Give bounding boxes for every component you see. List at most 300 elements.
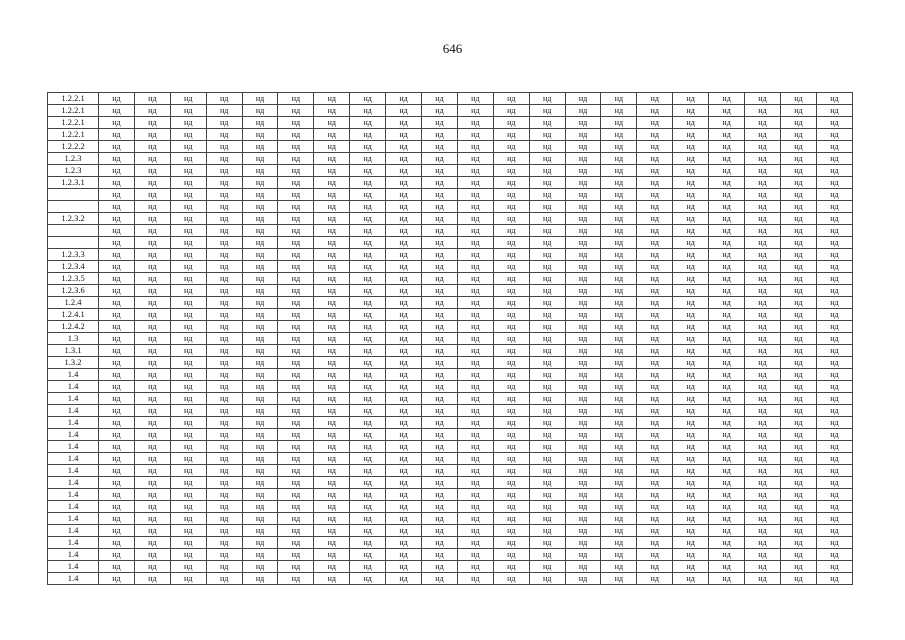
table-cell: нд	[493, 105, 529, 117]
table-cell: нд	[134, 441, 170, 453]
table-cell: нд	[637, 537, 673, 549]
table-cell: нд	[278, 441, 314, 453]
table-cell: нд	[816, 345, 852, 357]
row-code: 1.2.2.1	[48, 93, 99, 105]
table-cell: нд	[565, 405, 601, 417]
row-code: 1.4	[48, 465, 99, 477]
table-cell: нд	[816, 177, 852, 189]
table-cell: нд	[99, 393, 135, 405]
table-cell: нд	[206, 333, 242, 345]
table-cell: нд	[350, 297, 386, 309]
table-cell: нд	[242, 93, 278, 105]
table-cell: нд	[673, 381, 709, 393]
row-code: 1.2.3.1	[48, 177, 99, 189]
table-cell: нд	[278, 357, 314, 369]
table-cell: нд	[601, 465, 637, 477]
row-code	[48, 237, 99, 249]
table-cell: нд	[314, 513, 350, 525]
table-cell: нд	[457, 201, 493, 213]
table-cell: нд	[565, 333, 601, 345]
table-cell: нд	[601, 393, 637, 405]
table-cell: нд	[99, 177, 135, 189]
row-code: 1.2.2.2	[48, 141, 99, 153]
table-cell: нд	[493, 489, 529, 501]
table-cell: нд	[745, 333, 781, 345]
table-cell: нд	[565, 129, 601, 141]
table-cell: нд	[745, 189, 781, 201]
row-code	[48, 201, 99, 213]
table-cell: нд	[565, 153, 601, 165]
table-cell: нд	[170, 309, 206, 321]
table-cell: нд	[529, 489, 565, 501]
table-cell: нд	[314, 93, 350, 105]
table-cell: нд	[493, 237, 529, 249]
table-cell: нд	[386, 453, 422, 465]
table-row	[48, 441, 853, 453]
table-cell: нд	[386, 429, 422, 441]
table-cell: нд	[745, 261, 781, 273]
table-cell: нд	[529, 153, 565, 165]
table-cell: нд	[457, 549, 493, 561]
table-cell: нд	[529, 273, 565, 285]
table-cell: нд	[457, 381, 493, 393]
table-cell: нд	[134, 117, 170, 129]
table-cell: нд	[745, 477, 781, 489]
table-row	[48, 213, 853, 225]
table-row	[48, 561, 853, 573]
table-cell: нд	[529, 393, 565, 405]
table-cell: нд	[350, 261, 386, 273]
table-cell: нд	[780, 297, 816, 309]
table-cell: нд	[709, 405, 745, 417]
table-cell: нд	[745, 465, 781, 477]
row-code: 1.2.2.1	[48, 117, 99, 129]
table-cell: нд	[816, 393, 852, 405]
table-cell: нд	[386, 441, 422, 453]
table-cell: нд	[673, 465, 709, 477]
table-cell: нд	[206, 561, 242, 573]
table-cell: нд	[99, 129, 135, 141]
table-cell: нд	[673, 129, 709, 141]
table-row	[48, 117, 853, 129]
table-cell: нд	[457, 489, 493, 501]
table-cell: нд	[278, 417, 314, 429]
table-cell: нд	[673, 369, 709, 381]
table-cell: нд	[99, 405, 135, 417]
table-cell: нд	[673, 297, 709, 309]
table-cell: нд	[386, 369, 422, 381]
table-cell: нд	[780, 417, 816, 429]
table-cell: нд	[314, 249, 350, 261]
table-cell: нд	[278, 321, 314, 333]
table-cell: нд	[422, 513, 458, 525]
table-cell: нд	[745, 273, 781, 285]
table-cell: нд	[565, 489, 601, 501]
table-cell: нд	[709, 309, 745, 321]
table-cell: нд	[709, 561, 745, 573]
table-cell: нд	[637, 117, 673, 129]
table-cell: нд	[565, 369, 601, 381]
table-cell: нд	[99, 501, 135, 513]
table-cell: нд	[386, 189, 422, 201]
table-cell: нд	[565, 105, 601, 117]
table-cell: нд	[780, 201, 816, 213]
table-cell: нд	[457, 525, 493, 537]
table-cell: нд	[601, 537, 637, 549]
table-cell: нд	[99, 153, 135, 165]
table-cell: нд	[350, 117, 386, 129]
row-code: 1.4	[48, 441, 99, 453]
table-cell: нд	[278, 93, 314, 105]
table-cell: нд	[565, 189, 601, 201]
table-row	[48, 393, 853, 405]
table-cell: нд	[386, 393, 422, 405]
table-cell: нд	[278, 513, 314, 525]
table-cell: нд	[673, 105, 709, 117]
table-cell: нд	[314, 405, 350, 417]
table-cell: нд	[457, 141, 493, 153]
table-cell: нд	[386, 549, 422, 561]
table-cell: нд	[134, 513, 170, 525]
table-cell: нд	[565, 117, 601, 129]
table-cell: нд	[529, 501, 565, 513]
table-cell: нд	[601, 309, 637, 321]
table-cell: нд	[709, 237, 745, 249]
table-cell: нд	[350, 201, 386, 213]
table-cell: нд	[206, 465, 242, 477]
table-cell: нд	[206, 321, 242, 333]
table-cell: нд	[565, 453, 601, 465]
table-cell: нд	[745, 369, 781, 381]
table-cell: нд	[278, 549, 314, 561]
table-cell: нд	[350, 417, 386, 429]
table-row	[48, 285, 853, 297]
row-code: 1.2.3	[48, 153, 99, 165]
table-cell: нд	[637, 201, 673, 213]
table-cell: нд	[350, 93, 386, 105]
table-cell: нд	[314, 429, 350, 441]
table-cell: нд	[637, 345, 673, 357]
table-cell: нд	[709, 189, 745, 201]
table-cell: нд	[134, 153, 170, 165]
table-cell: нд	[170, 177, 206, 189]
table-cell: нд	[493, 201, 529, 213]
table-cell: нд	[529, 441, 565, 453]
table-cell: нд	[314, 261, 350, 273]
table-row	[48, 573, 853, 585]
table-cell: нд	[565, 261, 601, 273]
table-cell: нд	[529, 141, 565, 153]
table-row	[48, 477, 853, 489]
table-cell: нд	[422, 213, 458, 225]
table-cell: нд	[745, 201, 781, 213]
table-cell: нд	[745, 537, 781, 549]
table-cell: нд	[134, 261, 170, 273]
table-row	[48, 189, 853, 201]
table-cell: нд	[565, 393, 601, 405]
table-cell: нд	[601, 189, 637, 201]
table-cell: нд	[99, 429, 135, 441]
table-cell: нд	[278, 189, 314, 201]
table-cell: нд	[565, 141, 601, 153]
table-cell: нд	[350, 369, 386, 381]
table-cell: нд	[206, 129, 242, 141]
table-cell: нд	[745, 441, 781, 453]
table-cell: нд	[206, 189, 242, 201]
table-cell: нд	[422, 489, 458, 501]
table-cell: нд	[816, 285, 852, 297]
table-row	[48, 321, 853, 333]
table-cell: нд	[314, 453, 350, 465]
table-cell: нд	[601, 297, 637, 309]
table-row	[48, 345, 853, 357]
table-cell: нд	[422, 225, 458, 237]
row-code: 1.4	[48, 381, 99, 393]
table-cell: нд	[637, 501, 673, 513]
table-cell: нд	[816, 273, 852, 285]
table-cell: нд	[314, 309, 350, 321]
table-cell: нд	[816, 513, 852, 525]
table-cell: нд	[170, 189, 206, 201]
table-cell: нд	[457, 273, 493, 285]
table-cell: нд	[422, 309, 458, 321]
table-cell: нд	[601, 417, 637, 429]
table-row	[48, 141, 853, 153]
table-cell: нд	[422, 417, 458, 429]
table-cell: нд	[422, 117, 458, 129]
table-cell: нд	[529, 117, 565, 129]
table-cell: нд	[386, 141, 422, 153]
table-cell: нд	[386, 261, 422, 273]
table-cell: нд	[170, 573, 206, 585]
table-cell: нд	[709, 321, 745, 333]
table-cell: нд	[493, 453, 529, 465]
table-cell: нд	[745, 117, 781, 129]
table-cell: нд	[206, 501, 242, 513]
table-cell: нд	[601, 381, 637, 393]
table-cell: нд	[709, 93, 745, 105]
table-cell: нд	[709, 417, 745, 429]
table-cell: нд	[314, 285, 350, 297]
table-cell: нд	[242, 549, 278, 561]
table-cell: нд	[457, 105, 493, 117]
table-cell: нд	[780, 573, 816, 585]
table-cell: нд	[673, 165, 709, 177]
table-cell: нд	[673, 393, 709, 405]
table-cell: нд	[637, 561, 673, 573]
table-cell: нд	[457, 237, 493, 249]
table-cell: нд	[314, 189, 350, 201]
table-cell: нд	[745, 561, 781, 573]
table-cell: нд	[422, 561, 458, 573]
table-cell: нд	[709, 513, 745, 525]
table-row	[48, 381, 853, 393]
table-cell: нд	[601, 105, 637, 117]
table-cell: нд	[673, 261, 709, 273]
table-cell: нд	[386, 285, 422, 297]
table-cell: нд	[816, 93, 852, 105]
table-cell: нд	[206, 93, 242, 105]
table-cell: нд	[278, 273, 314, 285]
table-cell: нд	[565, 321, 601, 333]
table-cell: нд	[529, 525, 565, 537]
table-cell: нд	[637, 525, 673, 537]
table-cell: нд	[422, 93, 458, 105]
table-cell: нд	[565, 465, 601, 477]
table-cell: нд	[601, 285, 637, 297]
table-cell: нд	[637, 381, 673, 393]
row-code: 1.4	[48, 405, 99, 417]
table-cell: нд	[206, 297, 242, 309]
table-row	[48, 549, 853, 561]
table-cell: нд	[242, 189, 278, 201]
table-cell: нд	[242, 477, 278, 489]
table-cell: нд	[780, 129, 816, 141]
table-cell: нд	[278, 153, 314, 165]
table-cell: нд	[206, 537, 242, 549]
table-cell: нд	[565, 501, 601, 513]
table-cell: нд	[314, 213, 350, 225]
table-cell: нд	[134, 381, 170, 393]
table-cell: нд	[314, 297, 350, 309]
table-cell: нд	[673, 501, 709, 513]
row-code: 1.4	[48, 429, 99, 441]
table-cell: нд	[134, 333, 170, 345]
table-cell: нд	[278, 561, 314, 573]
table-cell: нд	[206, 513, 242, 525]
row-code: 1.2.2.1	[48, 105, 99, 117]
table-cell: нд	[314, 501, 350, 513]
table-cell: нд	[493, 405, 529, 417]
table-cell: нд	[314, 129, 350, 141]
table-cell: нд	[673, 429, 709, 441]
table-cell: нд	[350, 249, 386, 261]
table-cell: нд	[565, 213, 601, 225]
table-row	[48, 93, 853, 105]
table-cell: нд	[386, 165, 422, 177]
table-cell: нд	[816, 333, 852, 345]
table-cell: нд	[673, 357, 709, 369]
table-cell: нд	[457, 189, 493, 201]
table-cell: нд	[314, 345, 350, 357]
table-cell: нд	[637, 369, 673, 381]
table-cell: нд	[386, 201, 422, 213]
table-cell: нд	[601, 225, 637, 237]
table-cell: нд	[242, 309, 278, 321]
table-cell: нд	[99, 525, 135, 537]
table-cell: нд	[278, 177, 314, 189]
row-code: 1.2.3.2	[48, 213, 99, 225]
table-cell: нд	[170, 261, 206, 273]
table-cell: нд	[170, 561, 206, 573]
table-cell: нд	[206, 225, 242, 237]
table-cell: нд	[242, 165, 278, 177]
table-cell: нд	[565, 237, 601, 249]
table-cell: нд	[206, 105, 242, 117]
table-cell: нд	[816, 537, 852, 549]
table-cell: нд	[206, 369, 242, 381]
table-cell: нд	[314, 201, 350, 213]
table-cell: нд	[134, 297, 170, 309]
table-cell: нд	[816, 477, 852, 489]
table-cell: нд	[170, 453, 206, 465]
table-cell: нд	[134, 105, 170, 117]
row-code: 1.4	[48, 537, 99, 549]
table-cell: нд	[745, 549, 781, 561]
table-cell: нд	[386, 417, 422, 429]
table-cell: нд	[457, 465, 493, 477]
table-cell: нд	[422, 273, 458, 285]
table-cell: нд	[170, 429, 206, 441]
table-cell: нд	[422, 501, 458, 513]
table-cell: нд	[673, 249, 709, 261]
table-cell: нд	[206, 285, 242, 297]
table-row	[48, 537, 853, 549]
table-cell: нд	[601, 369, 637, 381]
table-cell: нд	[457, 309, 493, 321]
table-cell: нд	[206, 393, 242, 405]
table-cell: нд	[745, 297, 781, 309]
table-cell: нд	[422, 393, 458, 405]
table-cell: нд	[422, 261, 458, 273]
table-cell: нд	[206, 405, 242, 417]
table-cell: нд	[278, 105, 314, 117]
table-cell: нд	[314, 237, 350, 249]
table-cell: нд	[278, 525, 314, 537]
table-cell: нд	[673, 537, 709, 549]
row-code: 1.4	[48, 573, 99, 585]
table-cell: нд	[709, 213, 745, 225]
table-cell: нд	[493, 261, 529, 273]
table-cell: нд	[673, 477, 709, 489]
table-cell: нд	[206, 261, 242, 273]
table-cell: нд	[780, 261, 816, 273]
table-cell: нд	[350, 189, 386, 201]
table-cell: нд	[242, 273, 278, 285]
table-cell: нд	[709, 105, 745, 117]
table-cell: нд	[637, 129, 673, 141]
table-cell: нд	[493, 549, 529, 561]
table-cell: нд	[601, 453, 637, 465]
table-row	[48, 105, 853, 117]
table-cell: нд	[314, 141, 350, 153]
table-cell: нд	[206, 417, 242, 429]
table-cell: нд	[493, 393, 529, 405]
table-cell: нд	[637, 393, 673, 405]
table-cell: нд	[170, 393, 206, 405]
table-cell: нд	[206, 429, 242, 441]
table-cell: нд	[206, 489, 242, 501]
table-cell: нд	[493, 333, 529, 345]
table-cell: нд	[637, 273, 673, 285]
table-cell: нд	[170, 489, 206, 501]
table-cell: нд	[99, 465, 135, 477]
table-cell: нд	[780, 285, 816, 297]
table-cell: нд	[314, 357, 350, 369]
table-cell: нд	[314, 489, 350, 501]
table-cell: нд	[673, 321, 709, 333]
table-cell: нд	[170, 369, 206, 381]
table-cell: нд	[780, 189, 816, 201]
table-cell: нд	[422, 429, 458, 441]
table-cell: нд	[673, 441, 709, 453]
table-cell: нд	[386, 273, 422, 285]
table-cell: нд	[637, 225, 673, 237]
table-cell: нд	[816, 429, 852, 441]
table-cell: нд	[134, 549, 170, 561]
table-cell: нд	[529, 309, 565, 321]
table-cell: нд	[745, 453, 781, 465]
